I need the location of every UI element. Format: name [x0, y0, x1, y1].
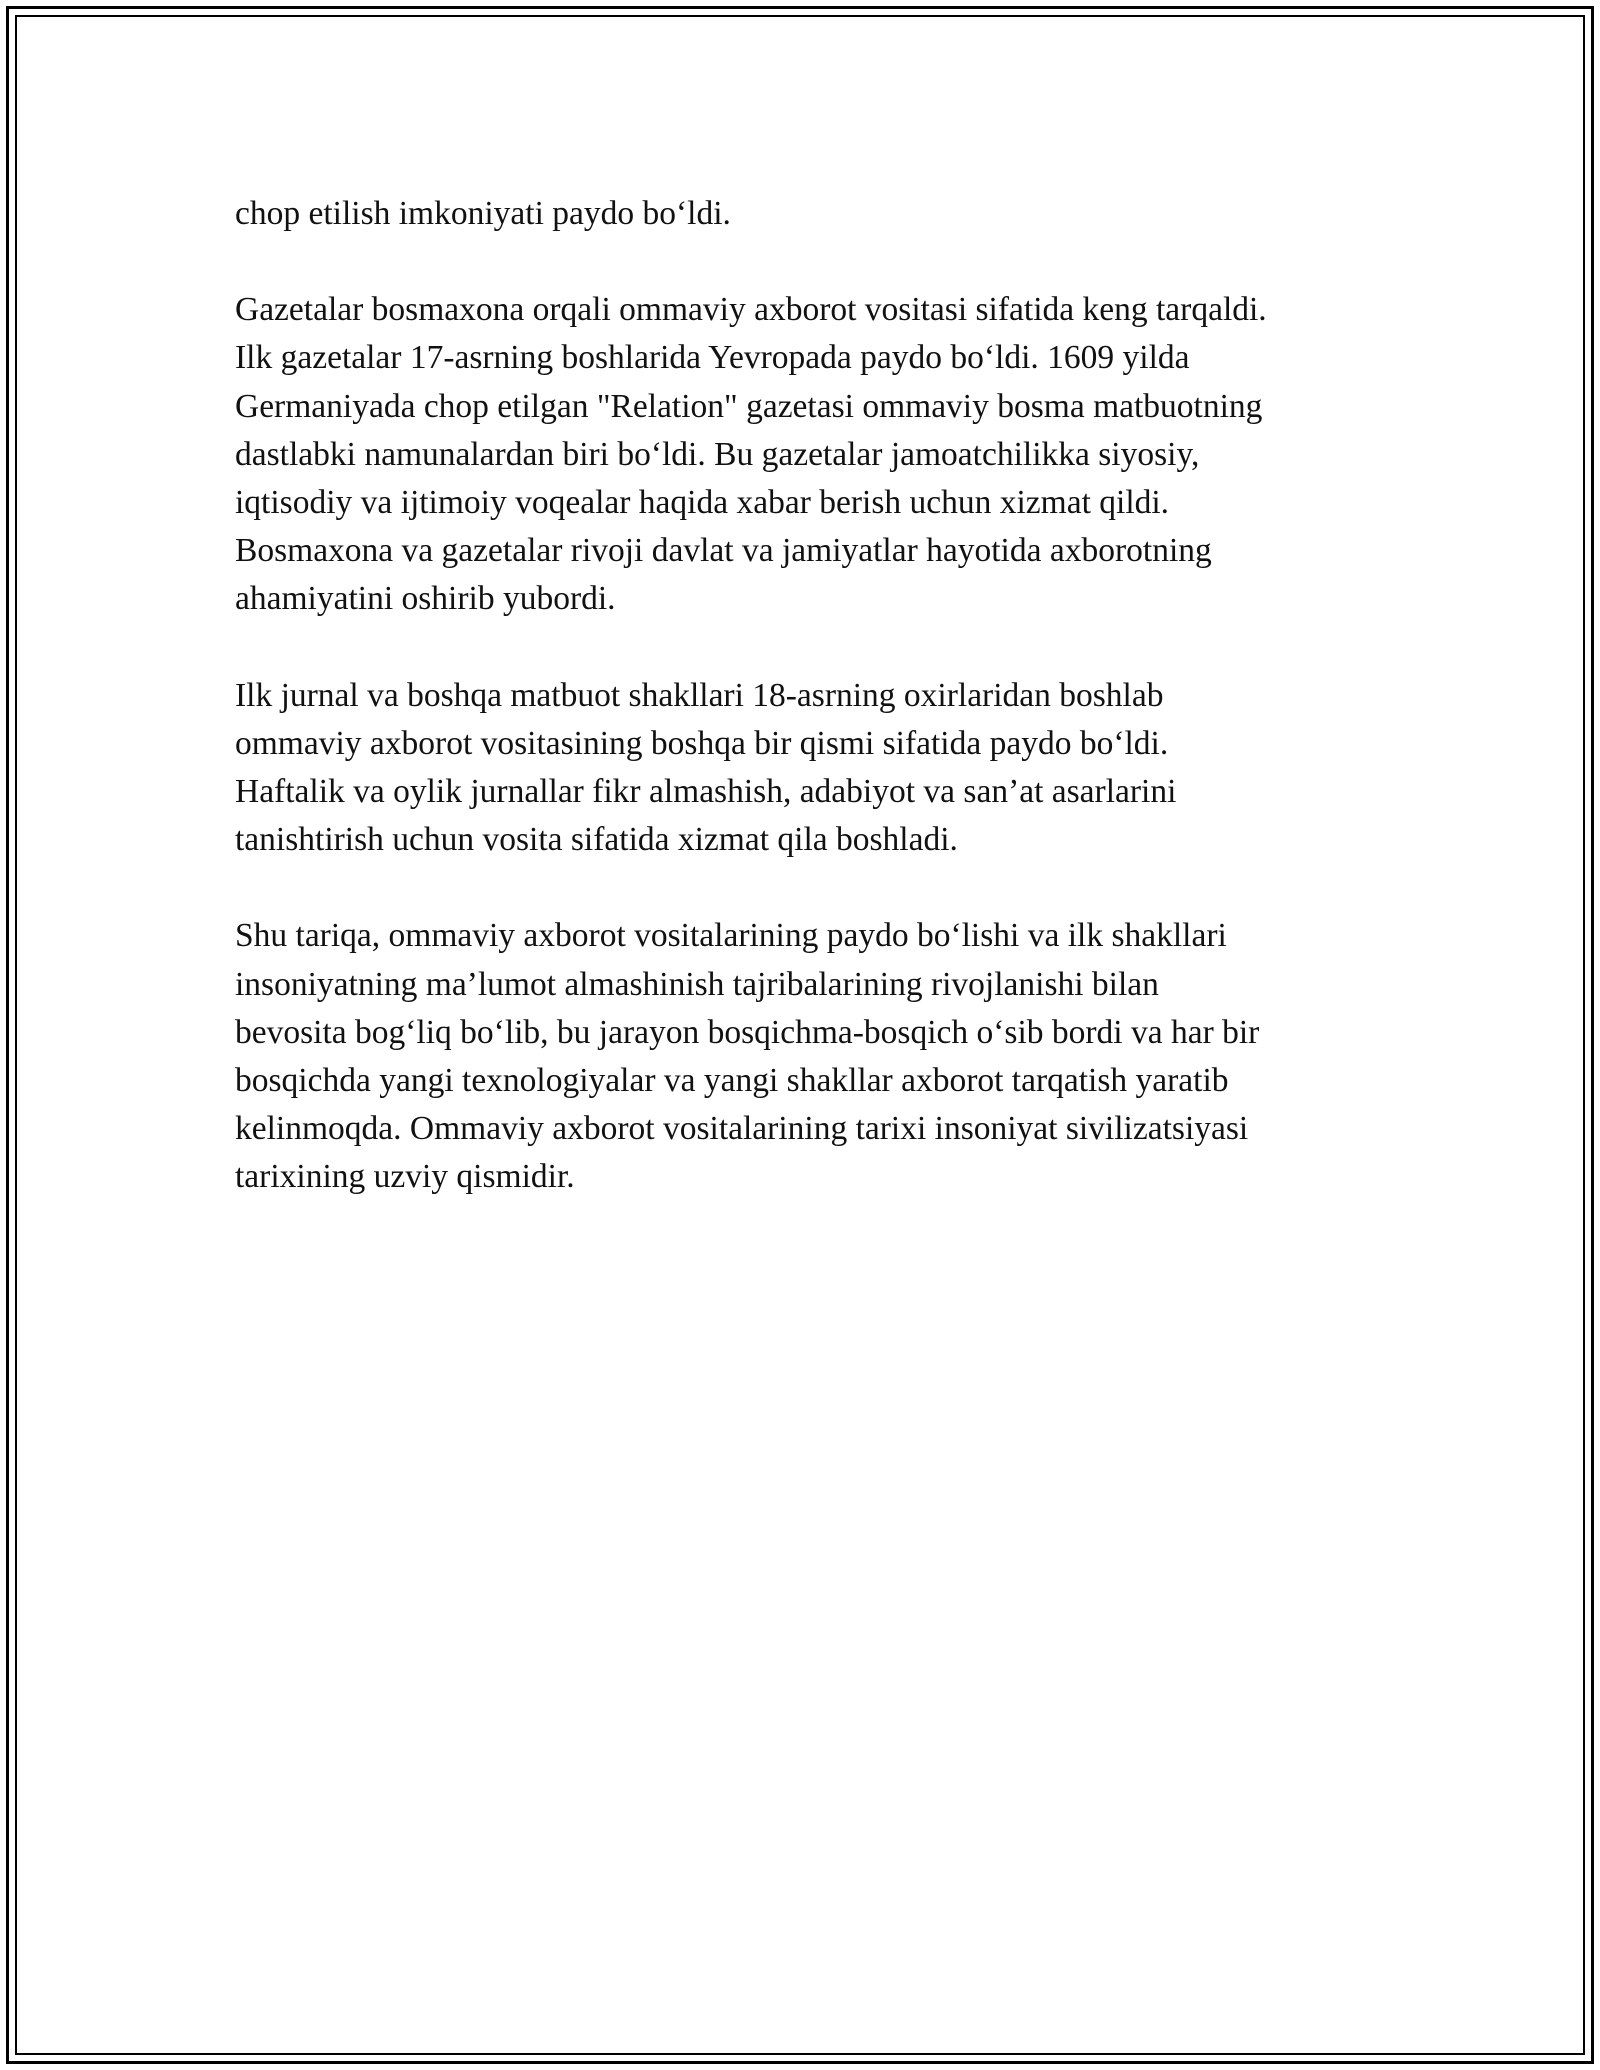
paragraph-1: chop etilish imkoniyati paydo bo‘ldi. [235, 195, 731, 232]
paragraph-4: Shu tariqa, ommaviy axborot vositalarining paydo bo‘lishi va ilk shakllari insoniyatning ma’lumot almashinish tajribalarining rivojlanishi bilan bevosita bog‘liq bo‘lib, bu jarayon bosqichma-bosqich o‘sib bordi va har bir bosqichda yangi texnologiyalar va yangi shakllar axborot tarqatish yaratib kelinmoqda. Ommaviy axborot vositalarining tarixi insoniyat sivilizatsiyasi tarixining uzviy qismidir. [235, 917, 1260, 1196]
paragraph-3: Ilk jurnal va boshqa matbuot shakllari 18-asrning oxirlaridan boshlab ommaviy axborot vositasining boshqa bir qismi sifatida paydo bo‘ldi. Haftalik va oylik jurnallar fikr almashish, adabiyot va san’at asarlarini tanishtirish uchun vosita sifatida xizmat qila boshladi. [235, 676, 1177, 859]
document-body [235, 190, 1375, 1250]
paragraph-2: Gazetalar bosmaxona orqali ommaviy axborot vositasi sifatida keng tarqaldi. Ilk gazetalar 17-asrning boshlarida Yevropada paydo bo‘ldi. 1609 yilda Germaniyada chop etilgan "Relation" gazetasi ommaviy bosma matbuotning dastlabki namunalardan biri bo‘ldi. Bu gazetalar jamoatchilikka siyosiy, iqtisodiy va ijtimoiy voqealar haqida xabar berish uchun xizmat qildi. Bosmaxona va gazetalar rivoji davlat va jamiyatlar hayotida axborotning ahamiyatini oshirib yubordi. [235, 291, 1267, 618]
